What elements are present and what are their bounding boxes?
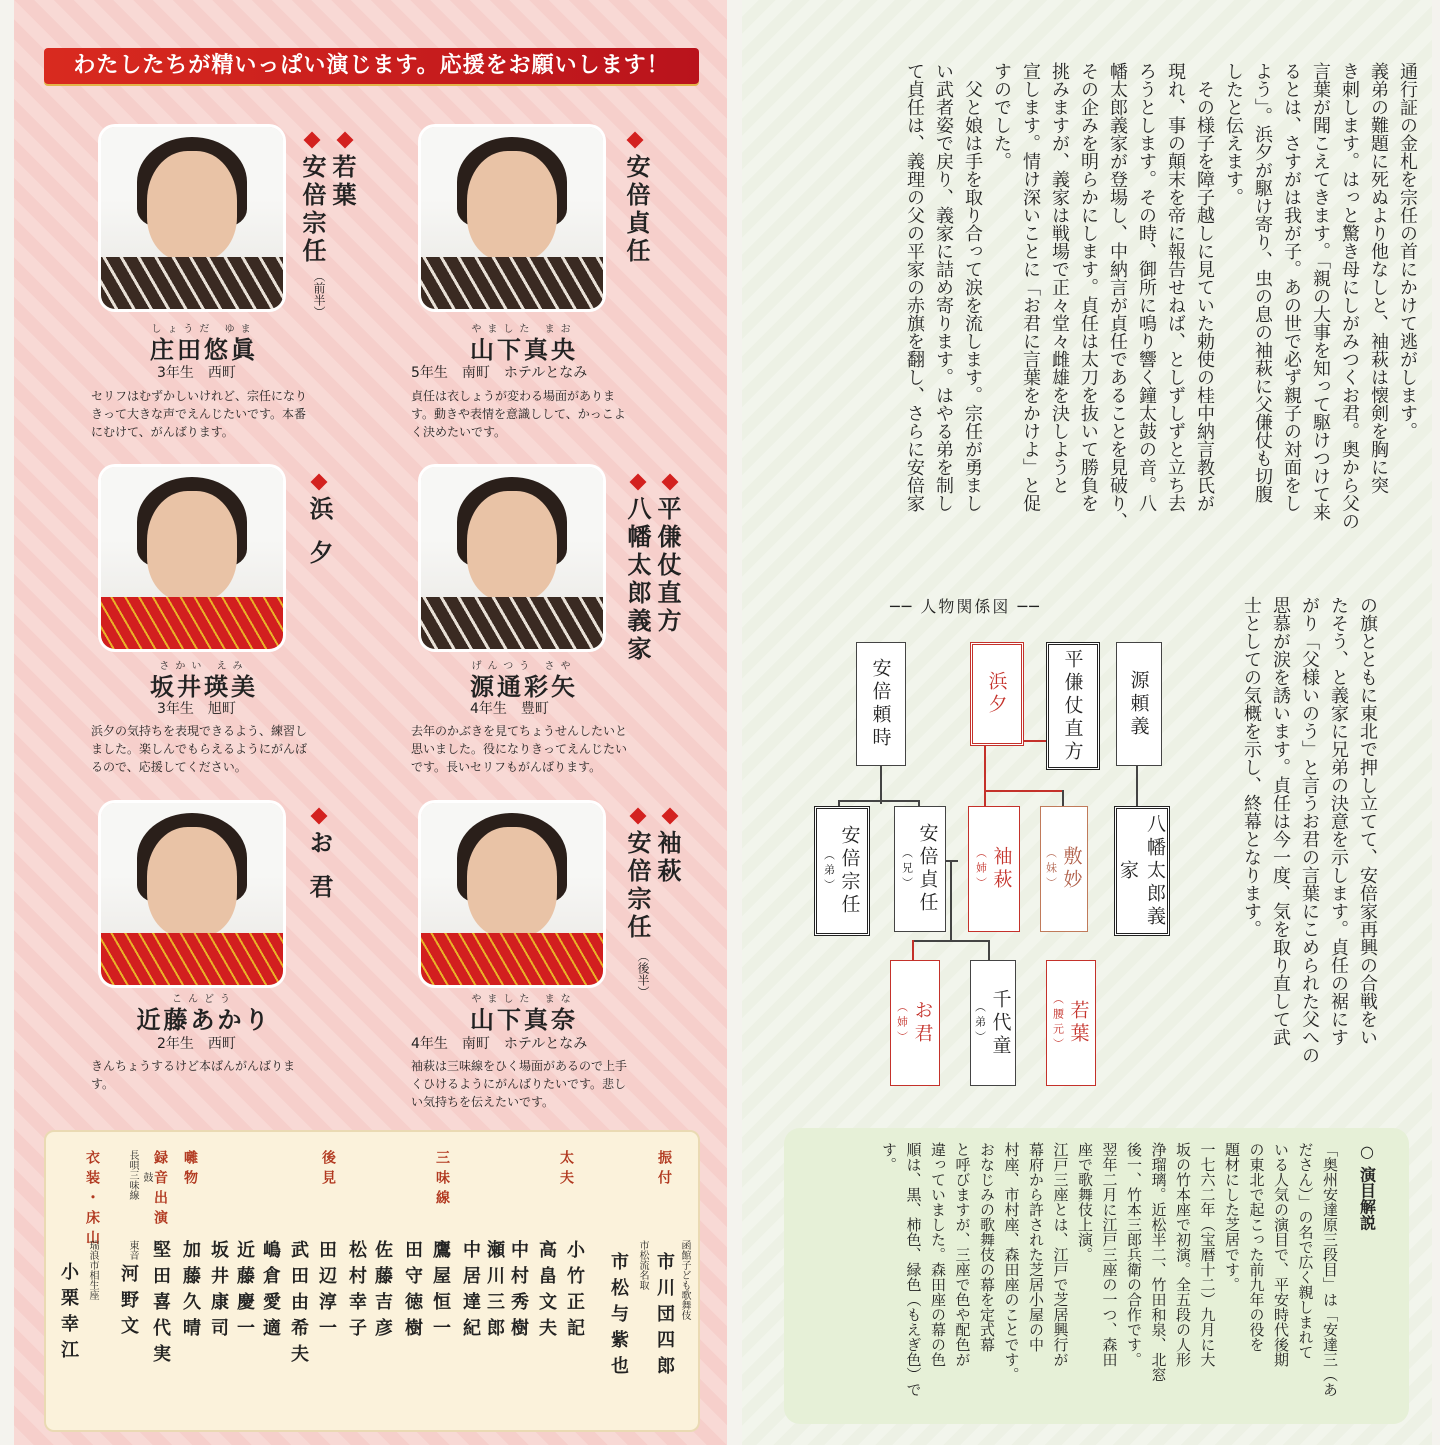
staff-name: 高畠文夫	[536, 1240, 557, 1344]
cast-kana: こんどう	[172, 994, 236, 1005]
cast-name: 近藤あかり	[136, 1005, 272, 1034]
diamond-icon	[311, 808, 328, 825]
staff-name: 武田由希夫	[288, 1240, 309, 1370]
diamond-icon	[630, 808, 647, 825]
banner-title: わたしたちが精いっぱい演じます。応援をお願いします！	[44, 48, 699, 84]
staff-name: 鷹屋恒一	[430, 1240, 451, 1344]
cast-comment: 去年のかぶきを見てちょうせんしたいと思いました。役になりきってえんじたいです。長いセリフもがんばります。	[411, 724, 628, 774]
diamond-icon	[662, 808, 679, 825]
staff-name: 田辺淳一	[316, 1240, 337, 1344]
staff-name: 嶋倉愛適	[260, 1240, 281, 1344]
staff-note: 函館子ども歌舞伎	[679, 1240, 690, 1320]
diagram-node: 平傔仗直方	[1046, 642, 1100, 770]
cast-photo	[421, 467, 603, 649]
cast-kana: げんつう さや	[471, 661, 577, 672]
staff-note: 鼓	[141, 1172, 152, 1182]
staff-label: 囃物	[182, 1150, 198, 1190]
staff-name: 堅田喜代実	[150, 1240, 171, 1370]
staff-name: 近藤慶一	[234, 1240, 255, 1344]
cast-photo	[101, 127, 283, 309]
cast-comment: セリフはむずかしいけれど、宗任になりきって大きな声でえんじたいです。本番にむけて、がんばります。	[91, 389, 308, 439]
staff-name: 坂井康司	[208, 1240, 229, 1344]
staff-name: 小竹正記	[564, 1240, 585, 1344]
cast-role-note: （前半）	[312, 270, 326, 318]
diagram-node: お君 （姉）	[890, 960, 940, 1086]
diagram-node: 源頼義	[1116, 642, 1162, 766]
cast-name: 山下真奈	[470, 1005, 578, 1034]
cast-role-note: （後半）	[636, 950, 650, 998]
staff-name: 佐藤吉彦	[372, 1240, 393, 1344]
cast-info: 5年生 南町 ホテルとなみ	[411, 365, 588, 381]
cast-name: 源通彩矢	[470, 672, 578, 701]
cast-role: 袖萩 安倍宗任	[623, 830, 682, 942]
staff-label: 後見	[320, 1150, 336, 1190]
staff-name: 河野文	[118, 1264, 139, 1342]
staff-credits	[44, 1130, 700, 1432]
cast-kana: しょうだ ゆま	[151, 324, 257, 335]
diamond-icon	[311, 474, 328, 491]
diagram-node: 安倍宗任 （弟）	[814, 806, 870, 936]
staff-name: 中居達紀	[460, 1240, 481, 1344]
staff-label: 衣装・床山	[84, 1150, 100, 1250]
staff-name: 田守徳樹	[402, 1240, 423, 1344]
cast-info: 4年生 南町 ホテルとなみ	[411, 1036, 588, 1052]
diamond-icon	[337, 132, 354, 149]
staff-note: 長唄三味線	[127, 1150, 138, 1200]
cast-info: 4年生 豊町	[470, 701, 549, 717]
staff-name: 市松与紫也	[608, 1252, 629, 1382]
staff-name: 瀬川三郎	[484, 1240, 505, 1344]
diagram-node: 敷妙 （妹）	[1040, 806, 1088, 932]
cast-comment: 袖萩は三味線をひく場面があるので上手くひけるようにがんばりたいです。悲しい気持ちを伝えたいです。	[411, 1059, 628, 1109]
staff-name: 加藤久晴	[180, 1240, 201, 1344]
cast-kana: さかい えみ	[159, 661, 249, 672]
cast-photo	[421, 127, 603, 309]
cast-info: 3年生 旭町	[157, 701, 236, 717]
cast-name: 山下真央	[470, 335, 578, 364]
cast-info: 2年生 西町	[157, 1036, 236, 1052]
diamond-icon	[627, 132, 644, 149]
staff-label: 録音出演	[152, 1150, 168, 1230]
staff-note: 東音	[127, 1240, 138, 1260]
program-notes	[784, 1128, 1409, 1424]
cast-kana: やました まお	[471, 324, 577, 335]
story-text-continued: の旗とともに東北で押し立てて、安倍家再興の合戦をい たそう、と義家に兄弟の決意を示します。貞任の裾にす がり「父様いのう」と言うお君の言葉にこめられた父への 思慕が涙を誘います。貞任は今一度、気を取り直して武 士としての気概を示し、終幕となります。	[1241, 596, 1378, 1064]
diagram-node: 浜夕	[970, 642, 1024, 746]
cast-photo	[421, 803, 603, 985]
diagram-node: 千代童 （弟）	[970, 960, 1016, 1086]
cast-role: お君	[305, 830, 334, 918]
diagram-node: 安倍貞任 （兄）	[894, 806, 946, 932]
cast-role: 浜夕	[305, 496, 334, 584]
cast-photo	[101, 467, 283, 649]
cast-info: 3年生 西町	[157, 365, 236, 381]
story-text: 通行証の金札を宗任の首にかけて逃がします。 義弟の難題に死ぬより他なしと、袖萩は懐剣を胸に突 き刺します。はっと驚き母にしがみつくお君。奥から父の 言葉が聞こえてきます。「親の大事を知って駆けつけて来 るとは、さすがは我が子。あの世で必ず親子の対面をし よう」。浜夕が駆け寄り、虫の息の袖萩に父傔仗も切腹 したと伝えます。 その様子を障子越しに見ていた勅使の桂中納言教氏が 現れ、事の顛末を帝に報告せねば、としずしずと立ち去 ろうとします。その時、御所に鳴り響く鐘太鼓の音。八 幡太郎義家が登場し、中納言が貞任であることを見破り、 その企みを明らかにします。貞任は太刀を抜いて勝負を 挑みますが、義家は戦場で正々堂々雌雄を決しようと 宣します。情け深いことに「お君に言葉をかけよ」と促 すのでした。 父と娘は手を取り合って涙を流します。宗任が勇まし い武者姿で戻り、義家に詰め寄ります。はやる弟を制し て貞任は、義理の父の平家の赤旗を翻し、さらに安倍家	[904, 62, 1418, 530]
diamond-icon	[630, 474, 647, 491]
staff-name: 松村幸子	[346, 1240, 367, 1344]
cast-photo	[101, 803, 283, 985]
staff-note: 市松流名取	[637, 1240, 648, 1290]
cast-role: 若葉 安倍宗任	[298, 154, 357, 266]
staff-label: 太夫	[558, 1150, 574, 1190]
cast-comment: きんちょうするけど本ばんがんばります。	[91, 1059, 296, 1091]
staff-label: 三味線	[434, 1150, 450, 1210]
staff-note: 瑞浪市相生座	[87, 1240, 98, 1300]
cast-comment: 貞任は衣しょうが変わる場面があります。動きや表情を意識しして、かっこよく決めたいです。	[411, 389, 626, 439]
staff-label: 振付	[656, 1150, 672, 1190]
diagram-node: 安倍頼時	[856, 642, 906, 766]
staff-name: 市川団四郎	[654, 1252, 675, 1382]
diagram-node: 袖萩 （姉）	[968, 806, 1020, 932]
note-text: 「奥州安達原三段目」は「安達三（あ ださん）」の名で広く親しまれて いる人気の演目で、平安時代後期 の東北で起こった前九年の役を 題材にした芝居です。 一七六二年（宝暦十二）九月に大 坂の竹本座で初演。全五段の人形 浄瑠璃。近松半二、竹田和泉、北窓 後一、竹本三郎兵衛の合作です。 翌年二月に江戸三座の一つ、森田 座で歌舞伎上演。 江戸三座とは、江戸で芝居興行が 幕府から許された芝居小屋の中 村座、市村座、森田座のことです。 おなじみの歌舞伎の幕を定式幕 と呼びますが、三座で色や配色が 違っていました。森田座の幕の色 順は、黒、柿色、緑色（もえぎ色）で す。	[880, 1142, 1339, 1397]
staff-name: 小栗幸江	[58, 1262, 79, 1366]
diagram-node: 若葉 （腰元）	[1046, 960, 1096, 1086]
cast-comment: 浜夕の気持ちを表現できるよう、練習しました。楽しんでもらえるようにがんばるので、応援してください。	[91, 724, 308, 774]
staff-name: 中村秀樹	[508, 1240, 529, 1344]
diamond-icon	[304, 132, 321, 149]
cast-name: 庄田悠眞	[150, 335, 258, 364]
cast-name: 坂井瑛美	[150, 672, 258, 701]
cast-role: 平傔仗直方 八幡太郎義家	[623, 496, 682, 664]
note-title: ○ 演目解説	[1357, 1142, 1377, 1231]
diamond-icon	[662, 474, 679, 491]
story-panel	[742, 0, 1432, 1445]
cast-kana: やました まな	[471, 994, 577, 1005]
diagram-node: 八幡太郎義家	[1114, 806, 1170, 936]
cast-role: 安倍貞任	[622, 154, 651, 266]
diagram-title: ── 人物関係図 ──	[890, 597, 1041, 616]
